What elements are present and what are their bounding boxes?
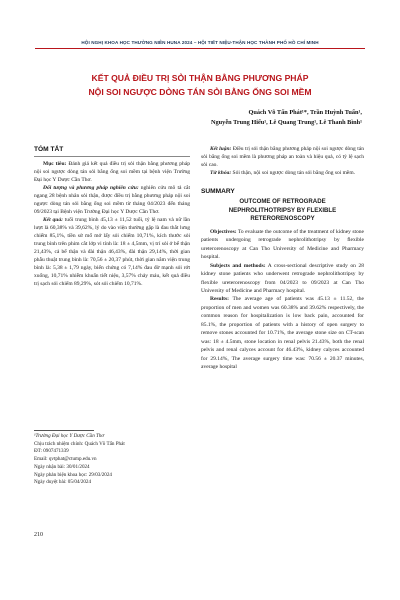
keywords-text: Sỏi thận, nội soi ngược dòng tán sỏi bằng ống soi mềm. [231,170,355,176]
objectives-label-en: Objectives: [210,228,237,235]
footnote-rule [34,430,94,431]
abstract-vietnamese [34,145,190,288]
header-rule [35,48,365,49]
authors-line-1: Quách Võ Tấn Phát¹*, Trần Huỳnh Tuấn¹, [248,109,362,116]
objectives-paragraph-en [201,228,364,262]
objectives-text-en: To evaluate the outcome of the treatment of kidney stone patients undergoing retrograde nephrolithotripsy by flexible ureterorenoscopy at Can Tho University of Medicine and Pharmacy hospital. [201,228,364,261]
authors-line-2: Nguyễn Trung Hiếu¹, Lê Quang Trung¹, Lê Thanh Bình¹ [210,118,362,126]
footnote-reviewed: Ngày phản biện khoa học: 29/03/2024 [34,471,112,478]
results-paragraph-en [201,295,364,371]
english-title [201,198,364,224]
objective-label: Mục tiêu: [43,161,67,167]
english-title-line-2: NEPHROLITHOTRIPSY BY FLEXIBLE [228,206,337,214]
author-list [150,108,362,127]
subjects-label-en: Subjects and methods: [210,262,266,269]
conclusion-label: Kết luận: [210,146,232,152]
right-column [201,145,364,371]
objective-paragraph [34,160,190,184]
conclusion-paragraph [201,145,364,169]
page-number: 210 [34,532,43,538]
footnote-email: Email: qvtphat@ctump.edu.vn [34,456,97,463]
footnote-received: Ngày nhận bài: 30/01/2024 [34,463,90,470]
subjects-paragraph-en [201,262,364,296]
results-text-en: The average age of patients was 45.13 ± 11.52, the proportion of men and women was 60.38% and 39.62% respectively, the common reason for hospitalization is low back pain, accounted for 85.1%, the proportion of patients with a history of open surgery to remove stones accounted for 10.71%, the average stone size on CT-scan was: 18 ± 4.5mm, stone location in renal pelvis 21.43%, both the renal pelvis and renal calyces account for 46.43%, kidney calyces accounted for 29.14%, The average surgery time was: 70.56 ± 20.37 minutes, average hospital [201,296,364,371]
subjects-text-en: A cross-sectional descriptive study on 28 kidney stone patients who underwent retrograde nephrolithotripsy by flexible ureterorenoscopy from 04/2023 to 09/2023 at Can Tho University of Medicine and Pharmacy hospital. [201,262,364,294]
abstract-english [201,228,364,372]
abstract-heading: TÓM TẮT [34,145,190,157]
title-line-1: KẾT QUẢ ĐIỀU TRỊ SỎI THẬN BẰNG PHƯƠNG PHÁP [91,73,309,83]
keywords-label: Từ khóa: [210,170,232,176]
footnote-phone: ĐT: 0907471339 [34,448,69,455]
results-label: Kết quả: [43,217,63,223]
keywords-paragraph [201,169,364,177]
methods-label: Đối tượng và phương pháp nghiên cứu: [43,185,139,191]
article-title [40,72,360,99]
running-header: HỘI NGHỊ KHOA HỌC THƯỜNG NIÊN HUNA 2024 – HỘI TIẾT NIỆU-THẬN HỌC THÀNH PHỐ HỒ CHÍ MINH [81,40,319,45]
footnote-institution: ¹Trường Đại học Y Dược Cần Thơ [34,433,105,439]
english-title-line-3: RETERORENOSCOPY [250,215,315,223]
english-title-line-1: OUTCOME OF RETROGRADE [239,198,326,205]
title-line-2: NỘI SOI NGƯỢC DÒNG TÁN SỎI BẰNG ỐNG SOI MỀM [88,86,312,97]
conclusion-text: Điều trị sỏi thận bằng phương pháp nội soi ngược dòng tán sỏi bằng ống soi mềm là phương pháp an toàn và hiệu quả, có tỷ lệ sạch sỏi cao. [201,146,364,168]
results-paragraph [34,216,190,288]
results-text: tuổi trung bình 45,13 ± 11,52 tuổi, tỷ lệ nam và nữ lần lượt là 60,38% và 39,62%, lý do vào viện thường gặp là đau thắt lưng chiếm 85,1%, tiền sử mổ mở lấy sỏi chiếm 10,71%, kích thước sỏi trung bình trên phim cắt lớp vi tính là: 18 ± 4,5mm, vị trí sỏi ở bể thận 21,43%, cả bể thận và đài thận 46,43%, đài thận 29,14%, thời gian phẫu thuật trung bình là: 70,56 ± 20,37 phút, thời gian nằm viện trung bình là: 5,38 ± 1,79 ngày, biến chứng có 7,14% đau đờ mạnh sỏi rớt xuống, 10,71% nhiễm khuẩn tiết niệu, 3,57% chảy máu, kết quả điều trị sạch sỏi chiếm 89,29%, sót sỏi chiếm 10,71%. [34,217,190,287]
methods-paragraph [34,184,190,216]
methods-text: nghiên cứu mô tả cắt ngang 28 bệnh nhân sỏi thận, được điều trị bằng phương pháp nội soi ngược dòng tán sỏi bằng ống soi mềm từ tháng 04/2023 đến tháng 09/2023 tại Bệnh viện Trường Đại học Y Dược Cần Thơ. [34,185,190,215]
footnotes [34,433,190,487]
results-label-en: Results: [210,296,229,303]
footnote-approved: Ngày duyệt bài: 05/04/2024 [34,479,92,486]
summary-heading: SUMMARY [201,188,235,195]
objective-text: Đánh giá kết quả điều trị sỏi thận bằng phương pháp nội soi ngược dòng tán sỏi bằng ống soi mềm tại bệnh viện Trường Đại học Y Dược Cần Thơ. [34,161,190,183]
footnote-corresponding: Chịu trách nhiệm chính: Quách Võ Tấn Phát [34,440,125,447]
